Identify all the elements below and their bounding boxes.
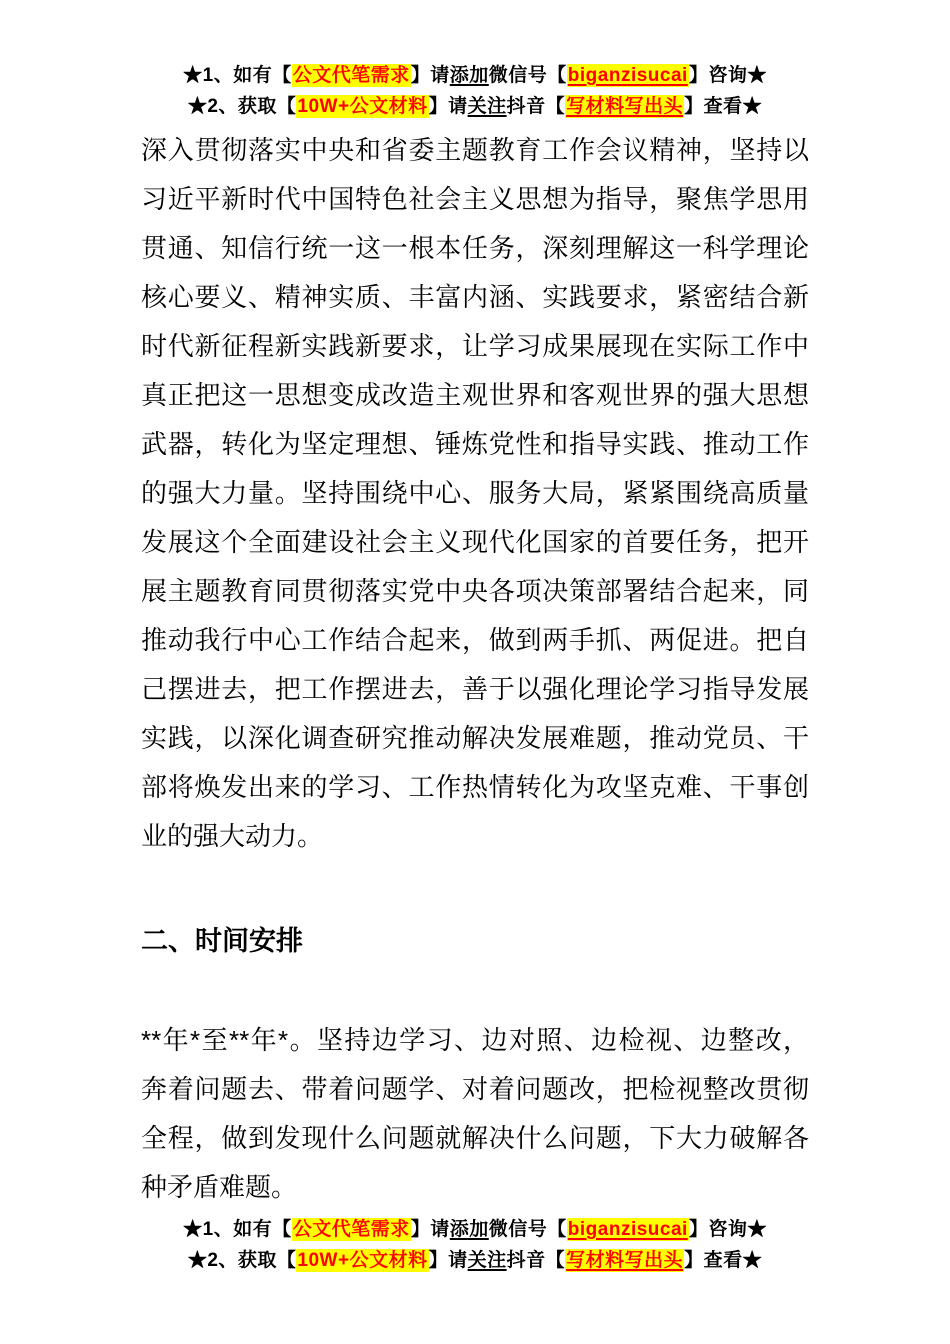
promo-line-2 bbox=[0, 1245, 950, 1276]
paragraph-line: 深入贯彻落实中央和省委主题教育工作会议精神，坚持以 bbox=[141, 135, 809, 165]
paragraph-line: 业的强大动力。 bbox=[141, 821, 324, 851]
paragraph-1 bbox=[141, 126, 809, 861]
promo-text: 微信号【 bbox=[488, 1219, 567, 1240]
promo-underline-follow: 关注 bbox=[467, 1250, 507, 1271]
promo-text: 】咨询★ bbox=[688, 1219, 767, 1240]
promo-text: 】请 bbox=[410, 65, 450, 86]
paragraph-line: 己摆进去，把工作摆进去，善于以强化理论学习指导发展 bbox=[141, 674, 809, 704]
paragraph-line: 种矛盾难题。 bbox=[141, 1172, 298, 1202]
promo-highlight-service: 公文代笔需求 bbox=[292, 65, 410, 86]
paragraph-line: 部将焕发出来的学习、工作热情转化为攻坚克难、干事创 bbox=[141, 772, 809, 802]
promo-text: ★1、如有【 bbox=[183, 65, 292, 86]
promo-text: ★2、获取【 bbox=[187, 96, 297, 117]
paragraph-line: 核心要义、精神实质、丰富内涵、实践要求，紧密结合新 bbox=[141, 282, 809, 312]
promo-line-1 bbox=[0, 60, 950, 91]
promo-banner-bottom bbox=[0, 1214, 950, 1276]
promo-line-2 bbox=[0, 91, 950, 122]
promo-underline-add: 添加 bbox=[449, 1219, 489, 1240]
paragraph-line: 实践，以深化调查研究推动解决发展难题，推动党员、干 bbox=[141, 723, 809, 753]
promo-text: 】咨询★ bbox=[688, 65, 767, 86]
paragraph-line: 贯通、知信行统一这一根本任务，深刻理解这一科学理论 bbox=[141, 233, 809, 263]
promo-text: 抖音【 bbox=[506, 1250, 566, 1271]
paragraph-line: 发展这个全面建设社会主义现代化国家的首要任务，把开 bbox=[141, 527, 809, 557]
promo-text: 】查看★ bbox=[684, 1250, 763, 1271]
promo-douyin-id: 写材料写出头 bbox=[566, 1250, 684, 1271]
promo-text: 抖音【 bbox=[506, 96, 566, 117]
document-body bbox=[141, 126, 809, 1212]
promo-text: 】请 bbox=[428, 96, 468, 117]
paragraph-line: **年*至**年*。坚持边学习、边对照、边检视、边整改， bbox=[141, 1025, 809, 1055]
paragraph-line: 的强大力量。坚持围绕中心、服务大局，紧紧围绕高质量 bbox=[141, 478, 809, 508]
promo-text: 】请 bbox=[410, 1219, 450, 1240]
promo-text: 】请 bbox=[428, 1250, 468, 1271]
promo-underline-add: 添加 bbox=[449, 65, 489, 86]
paragraph-line: 推动我行中心工作结合起来，做到两手抓、两促进。把自 bbox=[141, 625, 809, 655]
promo-text: ★1、如有【 bbox=[183, 1219, 292, 1240]
paragraph-line: 时代新征程新实践新要求，让学习成果展现在实际工作中 bbox=[141, 331, 809, 361]
promo-text: 微信号【 bbox=[488, 65, 567, 86]
promo-highlight-materials: 10W+公文材料 bbox=[297, 96, 428, 117]
paragraph-line: 展主题教育同贯彻落实党中央各项决策部署结合起来，同 bbox=[141, 576, 809, 606]
paragraph-line: 全程，做到发现什么问题就解决什么问题，下大力破解各 bbox=[141, 1123, 809, 1153]
promo-highlight-materials: 10W+公文材料 bbox=[297, 1250, 428, 1271]
paragraph-2 bbox=[141, 1016, 809, 1212]
promo-highlight-service: 公文代笔需求 bbox=[292, 1219, 410, 1240]
promo-wechat-id: biganzisucai bbox=[567, 1219, 688, 1240]
promo-line-1 bbox=[0, 1214, 950, 1245]
promo-text: ★2、获取【 bbox=[187, 1250, 297, 1271]
promo-text: 】查看★ bbox=[684, 96, 763, 117]
paragraph-line: 习近平新时代中国特色社会主义思想为指导，聚焦学思用 bbox=[141, 184, 809, 214]
promo-banner-top bbox=[0, 60, 950, 122]
promo-underline-follow: 关注 bbox=[467, 96, 507, 117]
promo-wechat-id: biganzisucai bbox=[567, 65, 688, 86]
section-heading: 二、时间安排 bbox=[141, 926, 303, 956]
paragraph-line: 武器，转化为坚定理想、锤炼党性和指导实践、推动工作 bbox=[141, 429, 809, 459]
promo-douyin-id: 写材料写出头 bbox=[566, 96, 684, 117]
paragraph-line: 奔着问题去、带着问题学、对着问题改，把检视整改贯彻 bbox=[141, 1074, 809, 1104]
paragraph-line: 真正把这一思想变成改造主观世界和客观世界的强大思想 bbox=[141, 380, 809, 410]
